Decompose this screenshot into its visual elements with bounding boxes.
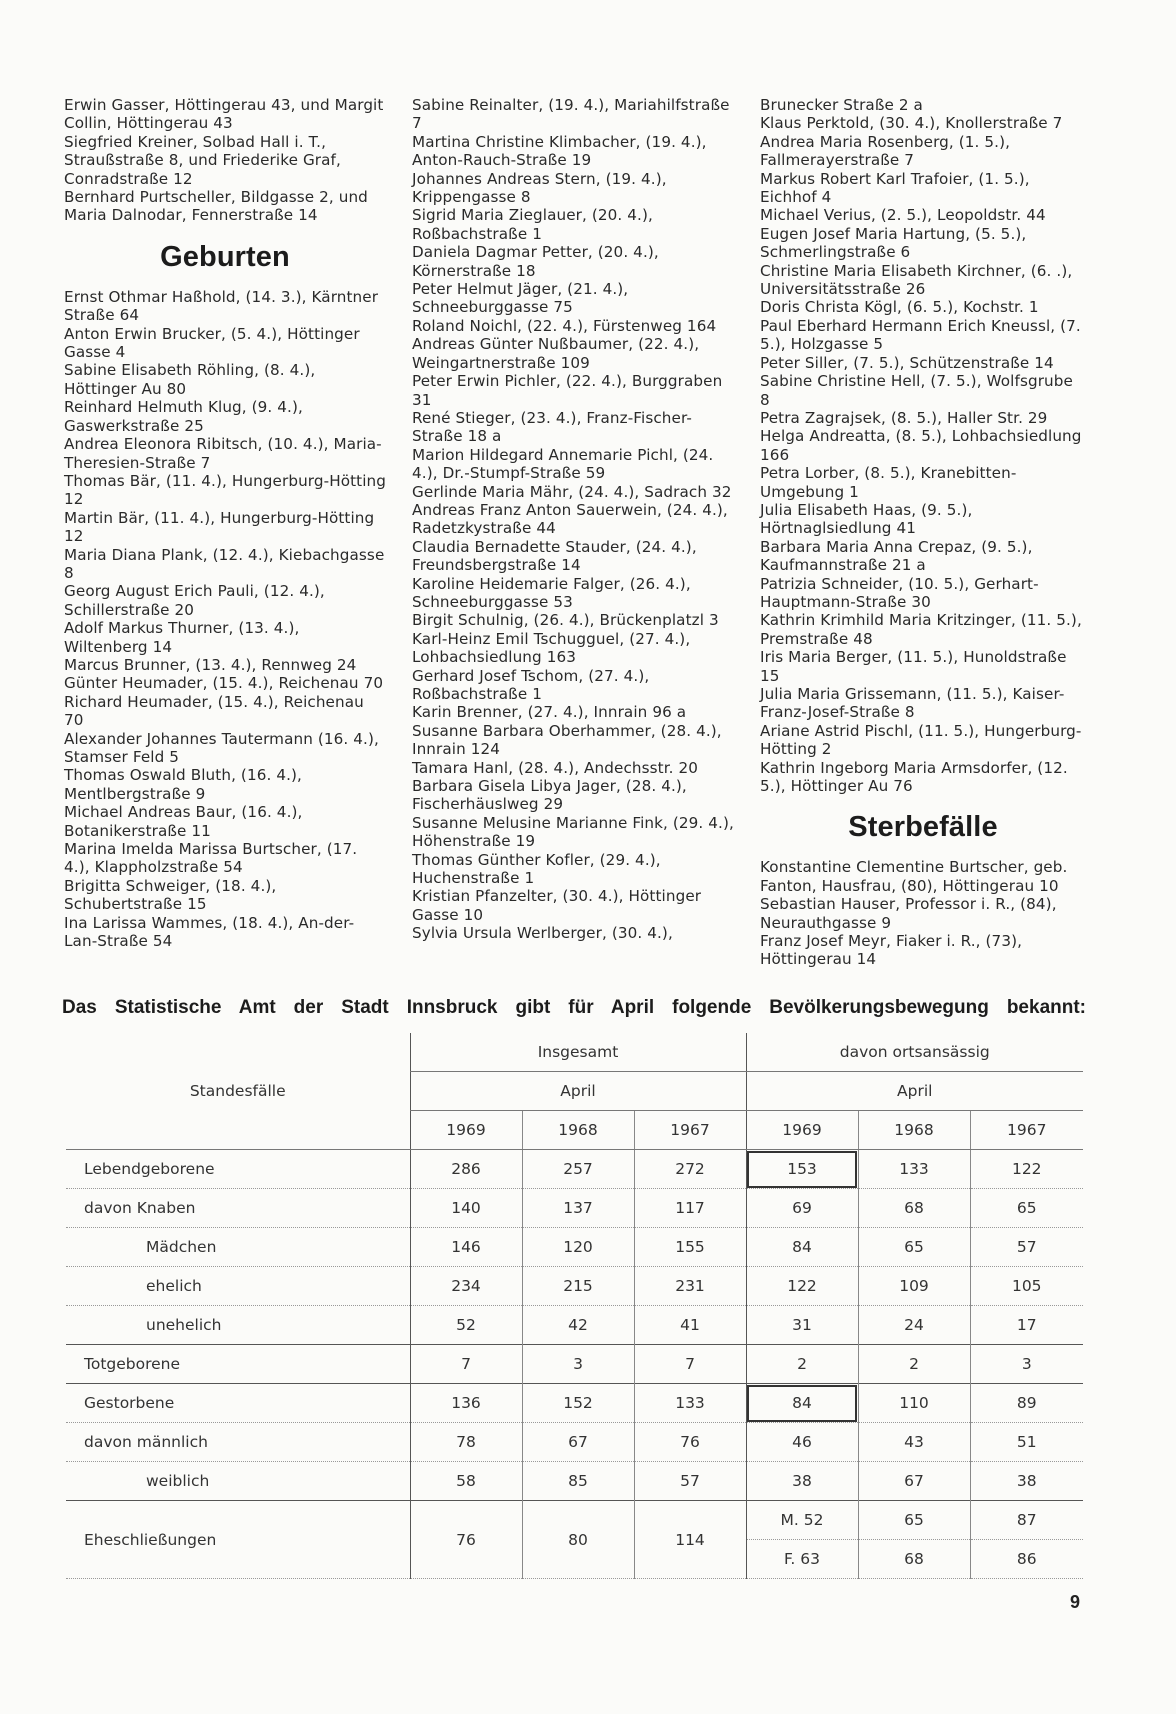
birth-entry: Anton Erwin Brucker, (5. 4.), Höttinger Gasse 4	[64, 324, 360, 362]
birth-entry: Andreas Franz Anton Sauerwein, (24. 4.), Radetzkystraße 44	[412, 500, 728, 538]
column-left	[64, 96, 386, 950]
year-header: 1969	[746, 1111, 858, 1150]
cell: 286	[410, 1150, 522, 1189]
cell: 133	[858, 1150, 970, 1189]
cell: 2	[858, 1345, 970, 1384]
birth-entry: Ina Larissa Wammes, (18. 4.), An-der-Lan-Straße 54	[64, 913, 355, 951]
birth-entry: Ernst Othmar Haßhold, (14. 3.), Kärntner Straße 64	[64, 287, 379, 325]
birth-entry: Christine Maria Elisabeth Kirchner, (6. .), Universitätsstraße 26	[760, 261, 1073, 299]
table-row	[66, 1228, 1083, 1267]
cell: 137	[522, 1189, 634, 1228]
cell: 76	[634, 1423, 746, 1462]
cell: 85	[522, 1462, 634, 1501]
cell: 65	[858, 1228, 970, 1267]
birth-entry: Birgit Schulnig, (26. 4.), Brückenplatzl 3	[412, 611, 719, 630]
birth-entry: Susanne Barbara Oberhammer, (28. 4.), Innrain 124	[412, 721, 722, 759]
birth-entry: Julia Elisabeth Haas, (9. 5.), Hörtnaglsiedlung 41	[760, 500, 973, 538]
marriage-entry: Erwin Gasser, Höttingerau 43, und Margit Collin, Höttingerau 43	[64, 96, 384, 133]
birth-entry: Brunecker Straße 2 a	[760, 96, 923, 114]
birth-entry: Martin Bär, (11. 4.), Hungerburg-Hötting 12	[64, 508, 375, 546]
table-row	[66, 1267, 1083, 1306]
marriage-entry: Siegfried Kreiner, Solbad Hall i. T., Straußstraße 8, und Friederike Graf, Conradstraße 12	[64, 132, 341, 188]
birth-entry: Daniela Dagmar Petter, (20. 4.), Körnerstraße 18	[412, 243, 659, 280]
death-entry: Sebastian Hauser, Professor i. R., (84), Neurauthgasse 9	[760, 895, 1057, 932]
cell: 69	[746, 1189, 858, 1228]
birth-entry: Andrea Eleonora Ribitsch, (10. 4.), Maria-Theresien-Straße 7	[64, 435, 382, 472]
month-header: April	[410, 1072, 746, 1111]
cell: 38	[970, 1462, 1083, 1501]
row-label: Totgeborene	[84, 1355, 181, 1373]
row-label: davon männlich	[84, 1433, 208, 1451]
birth-entry: Marina Imelda Marissa Burtscher, (17. 4.), Klappholzstraße 54	[64, 840, 358, 877]
birth-entry: Peter Siller, (7. 5.), Schützenstraße 14	[760, 353, 1054, 372]
cell: 136	[410, 1384, 522, 1423]
birth-entry: Reinhard Helmuth Klug, (9. 4.), Gaswerkstraße 25	[64, 398, 303, 435]
cell: 120	[522, 1228, 634, 1267]
year-header: 1968	[522, 1111, 634, 1150]
cell: 3	[522, 1345, 634, 1384]
row-label: weiblich	[146, 1472, 210, 1490]
birth-entry: Barbara Gisela Libya Jager, (28. 4.), Fischerhäuslweg 29	[412, 777, 687, 814]
birth-entry: Sabine Christine Hell, (7. 5.), Wolfsgrube 8	[760, 372, 1073, 409]
cell: 122	[970, 1150, 1083, 1189]
cell: 68	[858, 1540, 970, 1579]
cell: 31	[746, 1306, 858, 1345]
birth-entry: Kathrin Ingeborg Maria Armsdorfer, (12. 5.), Höttinger Au 76	[760, 758, 1068, 796]
table-row	[66, 1345, 1083, 1384]
birth-entry: Roland Noichl, (22. 4.), Fürstenweg 164	[412, 316, 717, 335]
cell: 84	[746, 1384, 858, 1423]
cell: 3	[970, 1345, 1083, 1384]
birth-entry: Petra Lorber, (8. 5.), Kranebitten-Umgebung 1	[760, 464, 1017, 501]
birth-entry: Sabine Reinalter, (19. 4.), Mariahilfstraße 7	[412, 96, 730, 133]
birth-entry: Andreas Günter Nußbaumer, (22. 4.), Weingartnerstraße 109	[412, 335, 700, 372]
year-header: 1967	[634, 1111, 746, 1150]
birth-entry: Klaus Perktold, (30. 4.), Knollerstraße 7	[760, 114, 1063, 133]
birth-entry: Sylvia Ursula Werlberger, (30. 4.),	[412, 924, 673, 943]
birth-entry: Eugen Josef Maria Hartung, (5. 5.), Schmerlingstraße 6	[760, 224, 1027, 262]
cell: 152	[522, 1384, 634, 1423]
cell: 87	[970, 1501, 1083, 1540]
birth-entry: Maria Diana Plank, (12. 4.), Kiebachgasse 8	[64, 545, 385, 582]
cell: 110	[858, 1384, 970, 1423]
birth-entry: Gerlinde Maria Mähr, (24. 4.), Sadrach 32	[412, 482, 732, 501]
year-header: 1968	[858, 1111, 970, 1150]
cell: 140	[410, 1189, 522, 1228]
group-total-header: Insgesamt	[410, 1033, 746, 1072]
birth-entry: Doris Christa Kögl, (6. 5.), Kochstr. 1	[760, 298, 1039, 317]
table-row	[66, 1462, 1083, 1501]
birth-entry: Kristian Pfanzelter, (30. 4.), Höttinger Gasse 10	[412, 887, 702, 924]
birth-entry: Sigrid Maria Zieglauer, (20. 4.), Roßbachstraße 1	[412, 206, 653, 243]
row-label: Eheschließungen	[84, 1530, 217, 1549]
page-number: 9	[1070, 1592, 1081, 1612]
table-row	[66, 1501, 1083, 1540]
cell: 153	[746, 1150, 858, 1189]
birth-entry: Paul Eberhard Hermann Erich Kneussl, (7. 5.), Holzgasse 5	[760, 316, 1081, 354]
cell: 51	[970, 1423, 1083, 1462]
birth-entry: Andrea Maria Rosenberg, (1. 5.), Fallmerayerstraße 7	[760, 132, 1011, 170]
birth-entry: Michael Verius, (2. 5.), Leopoldstr. 44	[760, 206, 1046, 225]
birth-entry: Markus Robert Karl Trafoier, (1. 5.), Eichhof 4	[760, 169, 1030, 207]
cell: 78	[410, 1423, 522, 1462]
birth-entry: Marcus Brunner, (13. 4.), Rennweg 24	[64, 655, 357, 674]
cell: 58	[410, 1462, 522, 1501]
birth-entry: Karoline Heidemarie Falger, (26. 4.), Schneeburggasse 53	[412, 574, 691, 611]
cell: 65	[970, 1189, 1083, 1228]
cell: 52	[410, 1306, 522, 1345]
birth-entry: René Stieger, (23. 4.), Franz-Fischer-Straße 18 a	[412, 408, 692, 446]
cell: 155	[634, 1228, 746, 1267]
birth-entry: Thomas Günther Kofler, (29. 4.), Huchenstraße 1	[412, 850, 661, 888]
row-label: Mädchen	[146, 1238, 217, 1256]
birth-entry: Alexander Johannes Tautermann (16. 4.), Stamser Feld 5	[64, 729, 379, 766]
birth-entry: Martina Christine Klimbacher, (19. 4.), Anton-Rauch-Straße 19	[412, 132, 707, 170]
row-header: Standesfälle	[66, 1033, 410, 1150]
cell: 215	[522, 1267, 634, 1306]
birth-entry: Susanne Melusine Marianne Fink, (29. 4.), Höhenstraße 19	[412, 813, 734, 851]
cell: 257	[522, 1150, 634, 1189]
cell: 272	[634, 1150, 746, 1189]
year-header: 1967	[970, 1111, 1083, 1150]
birth-entry: Marion Hildegard Annemarie Pichl, (24. 4.), Dr.-Stumpf-Straße 59	[412, 445, 714, 483]
row-label: unehelich	[146, 1316, 222, 1334]
birth-entry: Richard Heumader, (15. 4.), Reichenau 70	[64, 692, 364, 730]
cell: 7	[634, 1345, 746, 1384]
birth-entry: Petra Zagrajsek, (8. 5.), Haller Str. 29	[760, 408, 1048, 427]
table-row	[66, 1150, 1083, 1189]
birth-entry: Patrizia Schneider, (10. 5.), Gerhart-Hauptmann-Straße 30	[760, 574, 1039, 611]
births-heading: Geburten	[160, 240, 290, 273]
table-row	[66, 1384, 1083, 1423]
birth-entry: Karl-Heinz Emil Tschugguel, (27. 4.), Lohbachsiedlung 163	[412, 629, 691, 667]
table-row	[66, 1423, 1083, 1462]
birth-entry: Peter Helmut Jäger, (21. 4.), Schneeburggasse 75	[412, 280, 629, 317]
birth-entry: Thomas Oswald Bluth, (16. 4.), Mentlbergstraße 9	[64, 766, 302, 803]
cell: 24	[858, 1306, 970, 1345]
cell: 57	[634, 1462, 746, 1501]
marriage-entry: Bernhard Purtscheller, Bildgasse 2, und Maria Dalnodar, Fennerstraße 14	[64, 188, 368, 225]
birth-entry: Julia Maria Grissemann, (11. 5.), Kaiser-Franz-Josef-Straße 8	[760, 685, 1065, 722]
birth-entry: Brigitta Schweiger, (18. 4.), Schubertstraße 15	[64, 876, 277, 914]
cell: 117	[634, 1189, 746, 1228]
death-entry: Franz Josef Meyr, Fiaker i. R., (73), Höttingerau 14	[760, 932, 1023, 969]
cell: 133	[634, 1384, 746, 1423]
cell: 234	[410, 1267, 522, 1306]
column-right	[760, 96, 1086, 969]
birth-entry: Günter Heumader, (15. 4.), Reichenau 70	[64, 674, 384, 693]
row-label: ehelich	[146, 1277, 202, 1295]
cell: 105	[970, 1267, 1083, 1306]
table-row	[66, 1306, 1083, 1345]
group-local-header: davon ortsansässig	[746, 1033, 1083, 1072]
cell: 2	[746, 1345, 858, 1384]
year-header: 1969	[410, 1111, 522, 1150]
birth-entry: Claudia Bernadette Stauder, (24. 4.), Freundsbergstraße 14	[412, 537, 697, 575]
row-label: Gestorbene	[84, 1394, 175, 1412]
birth-entry: Iris Maria Berger, (11. 5.), Hunoldstraße 15	[760, 648, 1067, 685]
birth-entry: Gerhard Josef Tschom, (27. 4.), Roßbachstraße 1	[412, 666, 650, 703]
cell: 7	[410, 1345, 522, 1384]
birth-entry: Tamara Hanl, (28. 4.), Andechsstr. 20	[412, 758, 699, 777]
birth-entry: Kathrin Krimhild Maria Kritzinger, (11. 5.), Premstraße 48	[760, 611, 1082, 648]
cell: M. 52	[746, 1501, 858, 1540]
cell: 41	[634, 1306, 746, 1345]
birth-entry: Peter Erwin Pichler, (22. 4.), Burggraben 31	[412, 372, 723, 409]
birth-entry: Michael Andreas Baur, (16. 4.), Botanikerstraße 11	[64, 803, 303, 840]
cell: 89	[970, 1384, 1083, 1423]
birth-entry: Johannes Andreas Stern, (19. 4.), Krippengasse 8	[412, 169, 667, 207]
deaths-heading: Sterbefälle	[848, 811, 998, 844]
cell: 146	[410, 1228, 522, 1267]
birth-entry: Sabine Elisabeth Röhling, (8. 4.), Höttinger Au 80	[64, 361, 316, 398]
cell: 68	[858, 1189, 970, 1228]
cell: F. 63	[746, 1540, 858, 1579]
cell: 65	[858, 1501, 970, 1540]
birth-entry: Karin Brenner, (27. 4.), Innrain 96 a	[412, 703, 687, 722]
cell: 231	[634, 1267, 746, 1306]
birth-entry: Helga Andreatta, (8. 5.), Lohbachsiedlung 166	[760, 427, 1082, 464]
cell: 84	[746, 1228, 858, 1267]
cell: 67	[522, 1423, 634, 1462]
row-label: davon Knaben	[84, 1199, 196, 1217]
cell: 46	[746, 1423, 858, 1462]
cell: 57	[970, 1228, 1083, 1267]
cell: 76	[410, 1501, 522, 1579]
table-row	[66, 1189, 1083, 1228]
cell: 38	[746, 1462, 858, 1501]
cell: 86	[970, 1540, 1083, 1579]
birth-entry: Adolf Markus Thurner, (13. 4.), Wiltenberg 14	[64, 619, 300, 656]
population-statistics-table	[66, 1033, 1083, 1579]
cell: 42	[522, 1306, 634, 1345]
cell: 43	[858, 1423, 970, 1462]
statistics-announcement: Das Statistische Amt der Stadt Innsbruck gibt für April folgende Bevölkerungsbewegung bekannt:	[62, 997, 1086, 1018]
cell: 80	[522, 1501, 634, 1579]
birth-entry: Ariane Astrid Pischl, (11. 5.), Hungerburg-Hötting 2	[760, 721, 1082, 759]
birth-entry: Georg August Erich Pauli, (12. 4.), Schillerstraße 20	[64, 582, 325, 619]
column-middle	[412, 96, 734, 943]
cell: 114	[634, 1501, 746, 1579]
cell: 67	[858, 1462, 970, 1501]
month-header: April	[746, 1072, 1083, 1111]
cell: 109	[858, 1267, 970, 1306]
birth-entry: Barbara Maria Anna Crepaz, (9. 5.), Kaufmannstraße 21 a	[760, 537, 1033, 575]
cell: 17	[970, 1306, 1083, 1345]
death-entry: Konstantine Clementine Burtscher, geb. Fanton, Hausfrau, (80), Höttingerau 10	[760, 858, 1068, 895]
cell: 122	[746, 1267, 858, 1306]
row-label: Lebendgeborene	[84, 1160, 215, 1178]
birth-entry: Thomas Bär, (11. 4.), Hungerburg-Hötting 12	[64, 471, 387, 509]
